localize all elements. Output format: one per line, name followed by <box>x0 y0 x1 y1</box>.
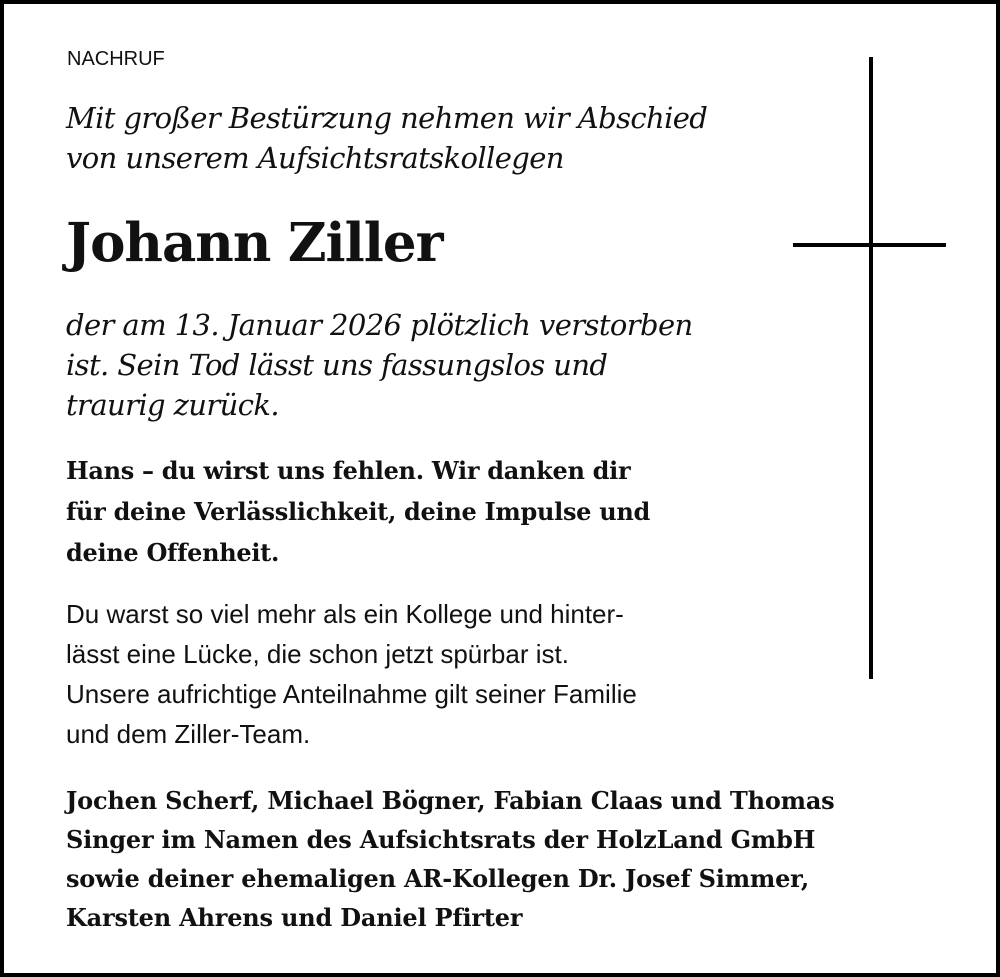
signature-line: Karsten Ahrens und Daniel Pfirter <box>66 903 523 932</box>
text-line: Du warst so viel mehr als ein Kollege und hinter- <box>66 599 624 629</box>
section-label: NACHRUF <box>67 48 165 70</box>
text-line: Hans – du wirst uns fehlen. Wir danken dir <box>66 456 631 485</box>
text-line: der am 13. Januar 2026 plötzlich verstorben <box>66 308 693 342</box>
text-line: und dem Ziller-Team. <box>66 719 311 749</box>
intro-line: von unserem Aufsichtsratskollegen <box>66 141 564 175</box>
condolence-text <box>66 594 637 754</box>
text-line: traurig zurück. <box>66 388 279 422</box>
intro-text <box>66 98 707 178</box>
deceased-name: Johann Ziller <box>66 212 443 274</box>
text-line: lässt eine Lücke, die schon jetzt spürbar ist. <box>66 639 569 669</box>
text-line: für deine Verlässlichkeit, deine Impulse und <box>66 497 650 526</box>
signature-line: sowie deiner ehemaligen AR-Kollegen Dr. Josef Simmer, <box>66 864 810 893</box>
text-line: deine Offenheit. <box>66 538 279 567</box>
intro-line: Mit großer Bestürzung nehmen wir Abschied <box>66 101 708 135</box>
text-line: ist. Sein Tod lässt uns fassungslos und <box>66 348 608 382</box>
death-notice-text <box>66 305 693 425</box>
text-line: Unsere aufrichtige Anteilnahme gilt seiner Familie <box>66 679 637 709</box>
signature-line: Singer im Namen des Aufsichtsrats der HolzLand GmbH <box>66 825 816 854</box>
cross-horizontal-bar <box>793 243 946 247</box>
signature-line: Jochen Scherf, Michael Bögner, Fabian Claas und Thomas <box>66 786 835 815</box>
signatures <box>66 781 835 937</box>
farewell-text <box>66 450 650 573</box>
cross-vertical-bar <box>869 57 873 679</box>
